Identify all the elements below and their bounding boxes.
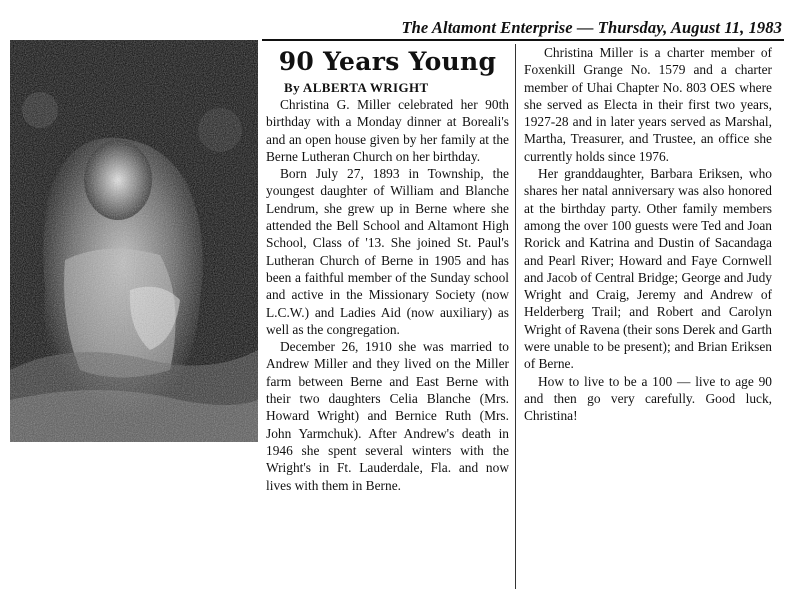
photo-image: [10, 40, 258, 442]
article-headline: 90 Years Young: [278, 47, 497, 76]
masthead-rule: [262, 39, 784, 41]
article-right-column: [524, 44, 772, 425]
paragraph: December 26, 1910 she was married to Andrew Miller and they lived on the Miller farm between Berne and East Berne with their two daughters Celia Blanche (Mrs. Howard Wright) and Bernice Ruth (Mrs. John Yarmchuk). After Andrew's death in 1946 she spent several winters with the Wright's in Ft. Lauderdale, Fla. and now lives with them in Berne.: [266, 339, 509, 493]
paragraph: How to live to be a 100 — live to age 90 and then go very carefully. Good luck, Christina!: [524, 373, 772, 424]
article-left-column: [266, 44, 509, 494]
paragraph: Christina G. Miller celebrated her 90th birthday with a Monday dinner at Boreali's and an open house given by her family at the Berne Lutheran Church on her birthday.: [266, 97, 509, 164]
article-byline: By ALBERTA WRIGHT: [284, 80, 429, 95]
paragraph: Christina Miller is a charter member of Foxenkill Grange No. 1579 and a charter member of Uhai Chapter No. 803 OES where she served as Electa in their first two years, 1927-28 and in later years served as Marshal, Martha, Treasurer, and Trustee, an office she currently holds since 1976.: [524, 45, 772, 164]
paragraph: Born July 27, 1893 in Township, the youngest daughter of William and Blanche Lendrum, she grew up in Berne where she attended the Bell School and Altamont High School, Class of '13. She joined St. Paul's Lutheran Church of Berne in 1905 and has been a faithful member of the Sunday school and active in the Missionary Society (now L.C.W.) and Ladies Aid (now auxiliary) as well as the congregation.: [266, 166, 509, 337]
article-photo: [10, 40, 258, 442]
column-divider: [515, 44, 516, 589]
paragraph: Her granddaughter, Barbara Eriksen, who shares her natal anniversary was also honored at the birthday party. Other family members among the over 100 guests were Ted and Joan Rorick and Katrina and Dustin of Sacandaga and Pearl River; Howard and Faye Cornwell and Jacob of Central Bridge; George and Judy Wright and Craig, Jeremy and Andrew of Helderberg Trail; and Robert and Carolyn Wright of Ravena (their sons Derek and Garth were unable to be present); and Brian Eriksen of Berne.: [524, 166, 772, 372]
newspaper-masthead: The Altamont Enterprise — Thursday, August 11, 1983: [401, 18, 782, 37]
